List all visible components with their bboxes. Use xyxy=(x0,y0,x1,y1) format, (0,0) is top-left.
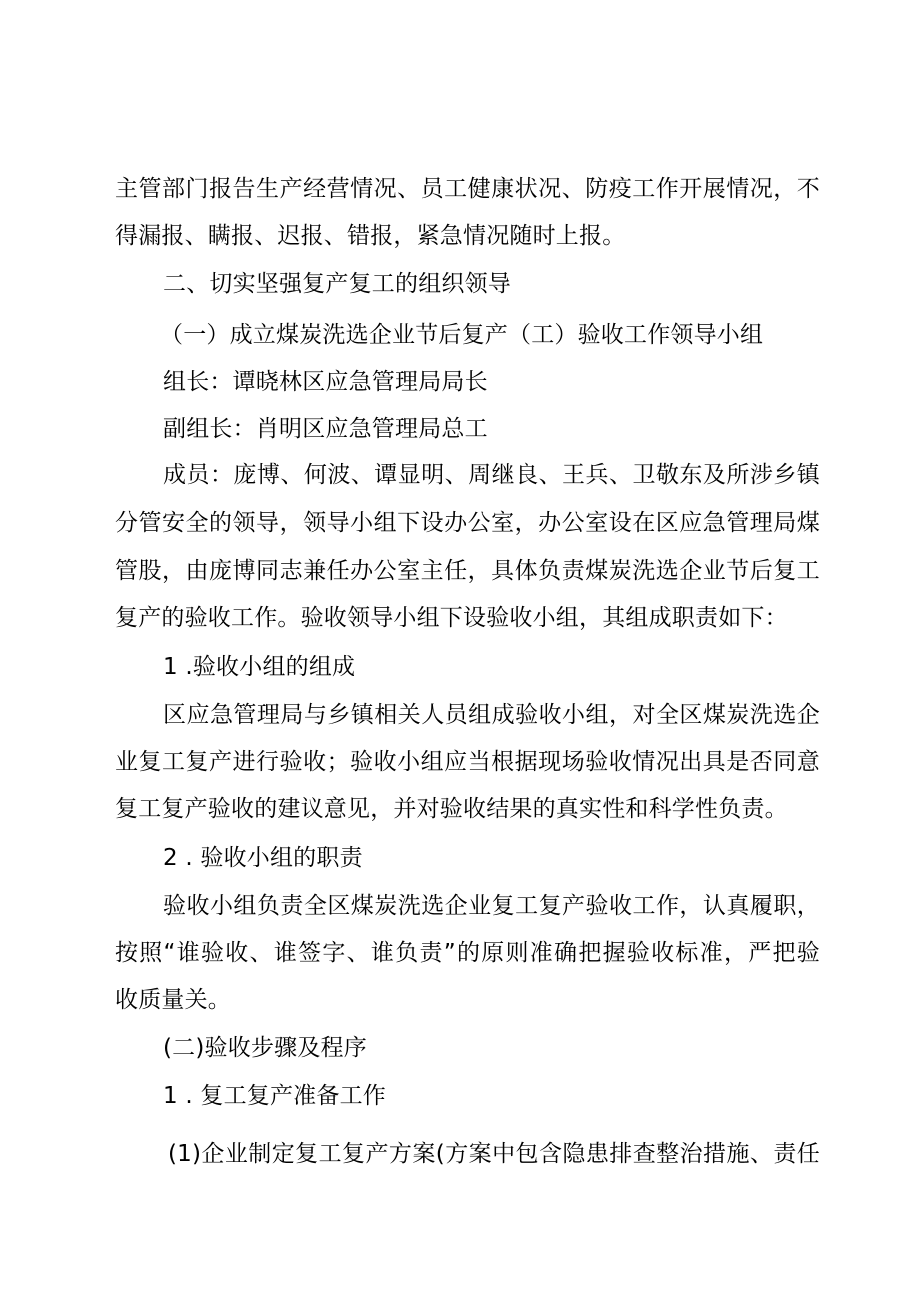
subsection-heading: (二)验收步骤及程序 xyxy=(163,1035,367,1061)
members-line: 成员：庞博、何波、谭显明、周继良、王兵、卫敬东及所涉乡镇 xyxy=(163,462,820,488)
body-text-line: 业复工复产进行验收；验收小组应当根据现场验收情况出具是否同意 xyxy=(115,749,820,775)
body-text-line: 主管部门报告生产经营情况、员工健康状况、防疫工作开展情况，不 xyxy=(115,176,820,202)
deputy-leader-line: 副组长：肖明区应急管理局总工 xyxy=(163,416,488,442)
body-text-line: 管股，由庞博同志兼任办公室主任，具体负责煤炭洗选企业节后复工 xyxy=(115,558,820,584)
body-text-line: 按照“谁验收、谁签字、谁负责”的原则准确把握验收标准，严把验 xyxy=(115,940,820,966)
numbered-heading: 1 . 复工复产准备工作 xyxy=(163,1083,386,1109)
numbered-heading: 2 . 验收小组的职责 xyxy=(163,845,363,871)
body-text-line: 分管安全的领导，领导小组下设办公室，办公室设在区应急管理局煤 xyxy=(115,510,820,536)
section-heading: 二、切实坚强复产复工的组织领导 xyxy=(163,271,511,297)
numbered-heading: 1 .验收小组的组成 xyxy=(163,654,356,680)
body-text-line: 复产的验收工作。验收领导小组下设验收小组，其组成职责如下： xyxy=(115,605,788,631)
body-text-line: 得漏报、瞒报、迟报、错报，紧急情况随时上报。 xyxy=(115,223,626,249)
body-text-line: 区应急管理局与乡镇相关人员组成验收小组，对全区煤炭洗选企 xyxy=(163,702,820,728)
subsection-heading: （一）成立煤炭洗选企业节后复产（工）验收工作领导小组 xyxy=(160,322,764,348)
team-leader-line: 组长：谭晓林区应急管理局局长 xyxy=(163,369,488,395)
body-text-line: 复工复产验收的建议意见，并对验收结果的真实性和科学性负责。 xyxy=(115,796,788,822)
body-text-line: (1)企业制定复工复产方案(方案中包含隐患排查整治措施、责任 xyxy=(168,1141,820,1167)
body-text-line: 收质量关。 xyxy=(115,987,231,1013)
body-text-line: 验收小组负责全区煤炭洗选企业复工复产验收工作，认真履职， xyxy=(163,893,820,919)
